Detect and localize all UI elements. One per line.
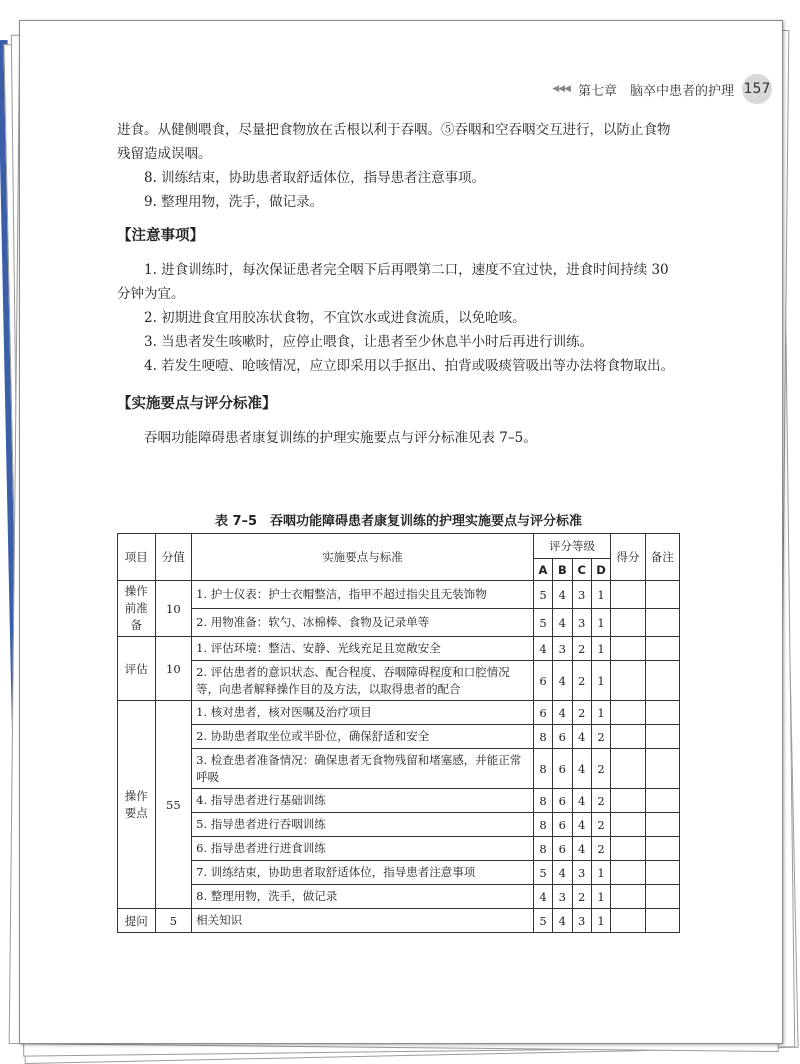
note-cell (645, 861, 679, 885)
grade-c: 2 (572, 661, 591, 701)
header-note: 备注 (645, 534, 679, 581)
table-caption: 表 7–5 吞咽功能障碍患者康复训练的护理实施要点与评分标准 (214, 514, 583, 529)
page-number: 157 (742, 74, 772, 104)
header-grade-d: D (591, 559, 610, 581)
grade-c: 3 (572, 861, 591, 885)
grade-d: 2 (591, 749, 610, 789)
grade-d: 2 (591, 789, 610, 813)
grade-c: 4 (572, 789, 591, 813)
score-cell (611, 789, 645, 813)
section-score: 10 (155, 581, 192, 637)
grade-a: 4 (533, 885, 552, 909)
note-cell (645, 789, 679, 813)
note-cell (645, 909, 679, 933)
grade-c: 4 (572, 725, 591, 749)
row-text: 5. 指导患者进行吞咽训练 (192, 813, 534, 837)
grade-b: 4 (553, 861, 572, 885)
grade-a: 8 (533, 789, 552, 813)
table-row (118, 609, 680, 637)
note-cell (645, 581, 679, 609)
table-row (118, 725, 680, 749)
note-cell (645, 749, 679, 789)
section-name: 操作前准备 (118, 581, 156, 637)
score-cell (611, 581, 645, 609)
score-cell (611, 725, 645, 749)
row-text: 1. 核对患者，核对医嘱及治疗项目 (192, 701, 534, 725)
table-row (118, 701, 680, 725)
grade-d: 1 (591, 637, 610, 661)
table-row (118, 885, 680, 909)
grade-c: 3 (572, 581, 591, 609)
grade-d: 1 (591, 909, 610, 933)
section-score: 10 (155, 637, 192, 701)
row-text: 6. 指导患者进行进食训练 (192, 837, 534, 861)
note-cell (645, 837, 679, 861)
grade-a: 5 (533, 581, 552, 609)
note-cell (645, 637, 679, 661)
grade-b: 3 (553, 637, 572, 661)
grade-a: 8 (533, 813, 552, 837)
grade-a: 8 (533, 725, 552, 749)
table-row (118, 661, 680, 701)
grade-b: 4 (553, 661, 572, 701)
section-heading: 【注意事项】 (117, 228, 204, 244)
grade-d: 1 (591, 885, 610, 909)
paragraph: 1. 进食训练时，每次保证患者完全咽下后再喂第二口，速度不宜过快，进食时间持续 30 分钟为宜。 (117, 262, 669, 302)
note-cell (645, 661, 679, 701)
paragraph: 9. 整理用物，洗手，做记录。 (144, 194, 324, 210)
row-text: 2. 协助患者取坐位或半卧位，确保舒适和安全 (192, 725, 534, 749)
grade-a: 4 (533, 637, 552, 661)
grade-b: 6 (553, 789, 572, 813)
table-row (118, 813, 680, 837)
section-score: 5 (155, 909, 192, 933)
section-name: 操作要点 (118, 701, 156, 909)
grade-b: 3 (553, 885, 572, 909)
section-name: 提问 (118, 909, 156, 933)
score-cell (611, 837, 645, 861)
scoring-table (117, 533, 680, 933)
header-content: 实施要点与标准 (192, 534, 534, 581)
row-text: 4. 指导患者进行基础训练 (192, 789, 534, 813)
paragraph: 3. 当患者发生咳嗽时，应停止喂食，让患者至少休息半小时后再进行训练。 (144, 334, 594, 350)
score-cell (611, 609, 645, 637)
grade-b: 4 (553, 581, 572, 609)
grade-a: 8 (533, 749, 552, 789)
grade-c: 4 (572, 749, 591, 789)
running-header (552, 74, 772, 104)
row-text: 1. 评估环境：整洁、安静、光线充足且宽敞安全 (192, 637, 534, 661)
grade-d: 2 (591, 725, 610, 749)
score-cell (611, 885, 645, 909)
score-cell (611, 861, 645, 885)
row-text: 7. 训练结束，协助患者取舒适体位，指导患者注意事项 (192, 861, 534, 885)
table-row (118, 749, 680, 789)
header-grade: 评分等级 (533, 534, 610, 559)
grade-c: 2 (572, 637, 591, 661)
grade-d: 1 (591, 609, 610, 637)
grade-a: 6 (533, 701, 552, 725)
grade-c: 4 (572, 837, 591, 861)
grade-c: 4 (572, 813, 591, 837)
header-item: 项目 (118, 534, 156, 581)
note-cell (645, 701, 679, 725)
table-row (118, 581, 680, 609)
grade-b: 4 (553, 609, 572, 637)
section-score: 55 (155, 701, 192, 909)
row-text: 2. 评估患者的意识状态、配合程度、吞咽障碍程度和口腔情况等，向患者解释操作目的及方法，以取得患者的配合 (192, 661, 534, 701)
score-cell (611, 637, 645, 661)
grade-a: 6 (533, 661, 552, 701)
score-cell (611, 813, 645, 837)
grade-d: 1 (591, 661, 610, 701)
row-text: 8. 整理用物，洗手，做记录 (192, 885, 534, 909)
header-grade-a: A (533, 559, 552, 581)
section-name: 评估 (118, 637, 156, 701)
paragraph: 4. 若发生哽噎、呛咳情况，应立即采用以手抠出、拍背或吸痰管吸出等办法将食物取出。 (144, 358, 675, 374)
paragraph: 8. 训练结束，协助患者取舒适体位，指导患者注意事项。 (144, 170, 486, 186)
body-text (117, 118, 677, 450)
score-cell (611, 661, 645, 701)
grade-b: 6 (553, 749, 572, 789)
score-cell (611, 701, 645, 725)
chapter-title: 第七章 脑卒中患者的护理 (577, 83, 734, 99)
note-cell (645, 813, 679, 837)
grade-d: 1 (591, 581, 610, 609)
grade-c: 2 (572, 885, 591, 909)
grade-c: 3 (572, 609, 591, 637)
paragraph: 2. 初期进食宜用胶冻状食物，不宜饮水或进食流质，以免呛咳。 (144, 310, 526, 326)
grade-a: 5 (533, 909, 552, 933)
grade-a: 8 (533, 837, 552, 861)
table-row (118, 637, 680, 661)
grade-b: 4 (553, 701, 572, 725)
grade-d: 1 (591, 701, 610, 725)
row-text: 1. 护士仪表：护士衣帽整洁，指甲不超过指尖且无装饰物 (192, 581, 534, 609)
row-text: 相关知识 (192, 909, 534, 933)
triple-arrow-icon: ◀◀◀ (552, 84, 570, 94)
score-cell (611, 749, 645, 789)
grade-d: 2 (591, 813, 610, 837)
grade-a: 5 (533, 609, 552, 637)
row-text: 3. 检查患者准备情况：确保患者无食物残留和堵塞感，并能正常呼吸 (192, 749, 534, 789)
table-row (118, 861, 680, 885)
grade-a: 5 (533, 861, 552, 885)
header-score: 分值 (155, 534, 192, 581)
grade-b: 6 (553, 837, 572, 861)
score-cell (611, 909, 645, 933)
note-cell (645, 885, 679, 909)
paragraph: 进食。从健侧喂食，尽量把食物放在舌根以利于吞咽。⑤吞咽和空吞咽交互进行，以防止食物残留造成误咽。 (117, 122, 671, 162)
grade-c: 2 (572, 701, 591, 725)
section-heading: 【实施要点与评分标准】 (117, 396, 277, 412)
paragraph: 吞咽功能障碍患者康复训练的护理实施要点与评分标准见表 7–5。 (144, 430, 537, 446)
table-row (118, 789, 680, 813)
header-got: 得分 (611, 534, 645, 581)
header-grade-c: C (572, 559, 591, 581)
note-cell (645, 609, 679, 637)
table-row (118, 909, 680, 933)
grade-b: 6 (553, 813, 572, 837)
header-grade-b: B (553, 559, 572, 581)
grade-b: 6 (553, 725, 572, 749)
grade-d: 1 (591, 861, 610, 885)
grade-c: 3 (572, 909, 591, 933)
row-text: 2. 用物准备：软勺、冰棉棒、食物及记录单等 (192, 609, 534, 637)
table-row (118, 837, 680, 861)
note-cell (645, 725, 679, 749)
grade-d: 2 (591, 837, 610, 861)
grade-b: 4 (553, 909, 572, 933)
